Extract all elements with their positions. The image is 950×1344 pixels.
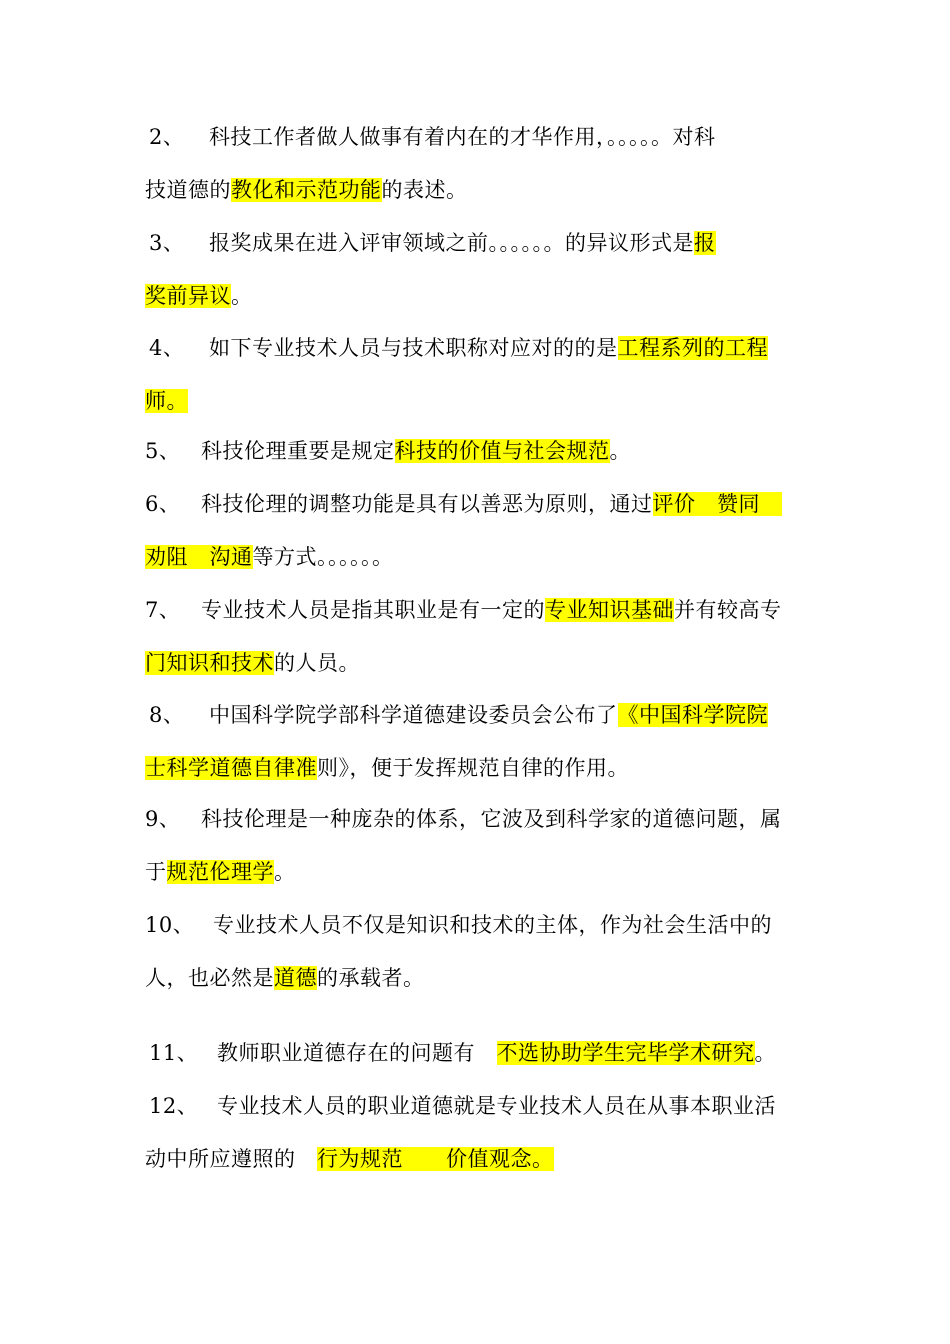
highlighted-answer: 士科学道德自律准: [145, 756, 317, 780]
item-10-line-1: [145, 910, 825, 940]
item-text: 。: [609, 439, 631, 463]
highlighted-answer: 专业知识基础: [545, 598, 674, 622]
item-number: 5、: [145, 439, 181, 463]
item-number: 9、: [145, 807, 181, 831]
item-number: 8、: [149, 703, 185, 727]
item-text: 专业技术人员是指其职业是有一定的: [201, 598, 545, 622]
item-3-line-2: [145, 281, 825, 311]
highlighted-answer: 行为规范 价值观念。: [317, 1147, 554, 1171]
item-9-line-2: [145, 857, 825, 887]
item-text: 科技伦理重要是规定: [201, 439, 395, 463]
item-text: 则》，便于发挥规范自律的作用。: [317, 756, 629, 780]
highlighted-answer: 报: [694, 231, 716, 255]
item-number: 4、: [149, 336, 185, 360]
item-text: 科技伦理的调整功能是具有以善恶为原则，通过: [201, 492, 653, 516]
item-2-line-1: [145, 122, 825, 152]
item-7-line-1: [145, 595, 825, 625]
highlighted-answer: 评价 赞同: [652, 492, 782, 516]
item-number: 11、: [149, 1041, 199, 1065]
highlighted-answer: 《中国科学院院: [617, 703, 768, 727]
item-6-line-2: [145, 542, 825, 572]
item-9-line-1: [145, 804, 825, 834]
item-4-line-1: [145, 333, 825, 363]
highlighted-answer: 规范伦理学: [166, 860, 274, 884]
item-text: 专业技术人员的职业道德就是专业技术人员在从事本职业活: [217, 1094, 776, 1118]
item-text: 的人员。: [274, 651, 360, 675]
item-text: 科技伦理是一种庞杂的体系，它波及到科学家的道德问题，属: [201, 807, 782, 831]
item-number: 3、: [149, 231, 185, 255]
item-text: 技道德的: [145, 178, 231, 202]
item-text: 报奖成果在进入评审领域之前。。。。。。的异议形式是: [209, 231, 694, 255]
item-10-line-2: [145, 963, 825, 993]
item-12-line-2: [145, 1144, 825, 1174]
item-text: 并有较高专: [674, 598, 782, 622]
item-number: 7、: [145, 598, 181, 622]
item-text: 的承载者。: [317, 966, 425, 990]
item-4-line-2: [145, 386, 825, 416]
item-number: 12、: [149, 1094, 199, 1118]
highlighted-answer: 不选协助学生完毕学术研究: [496, 1041, 755, 1065]
item-text: 的表述。: [381, 178, 468, 202]
item-number: 10、: [145, 913, 195, 937]
item-number: 6、: [145, 492, 181, 516]
item-text: 科技工作者做人做事有着内在的才华作用，。。。。。对科: [209, 125, 716, 149]
item-text: 教师职业道德存在的问题有: [217, 1041, 497, 1065]
item-text: 等方式。。。。。。: [252, 545, 394, 569]
item-7-line-2: [145, 648, 825, 678]
item-text: 。: [754, 1041, 776, 1065]
item-text: 专业技术人员不仅是知识和技术的主体，作为社会生活中的: [213, 913, 772, 937]
item-number: 2、: [149, 125, 185, 149]
highlighted-answer: 教化和示范功能: [231, 178, 382, 202]
item-3-line-1: [145, 228, 825, 258]
highlighted-answer: 道德: [274, 966, 317, 990]
item-12-line-1: [145, 1091, 825, 1121]
item-text: 于: [145, 860, 167, 884]
item-text: 。: [231, 284, 253, 308]
item-text: 如下专业技术人员与技术职称对应对的的是: [209, 336, 618, 360]
item-8-line-1: [145, 700, 825, 730]
highlighted-answer: 门知识和技术: [145, 651, 274, 675]
item-text: 。: [274, 860, 296, 884]
item-6-line-1: [145, 489, 825, 519]
item-2-line-2: [145, 175, 825, 205]
item-text: 人，也必然是: [145, 966, 274, 990]
highlighted-answer: 科技的价值与社会规范: [394, 439, 610, 463]
item-8-line-2: [145, 753, 825, 783]
highlighted-answer: 奖前异议: [145, 284, 231, 308]
highlighted-answer: 劝阻 沟通: [145, 545, 253, 569]
item-5-line-1: [145, 436, 825, 466]
item-text: 动中所应遵照的: [145, 1147, 317, 1171]
item-11-line-1: [145, 1038, 825, 1068]
highlighted-answer: 工程系列的工程: [617, 336, 768, 360]
highlighted-answer: 师。: [145, 389, 188, 413]
item-text: 中国科学院学部科学道德建设委员会公布了: [209, 703, 618, 727]
